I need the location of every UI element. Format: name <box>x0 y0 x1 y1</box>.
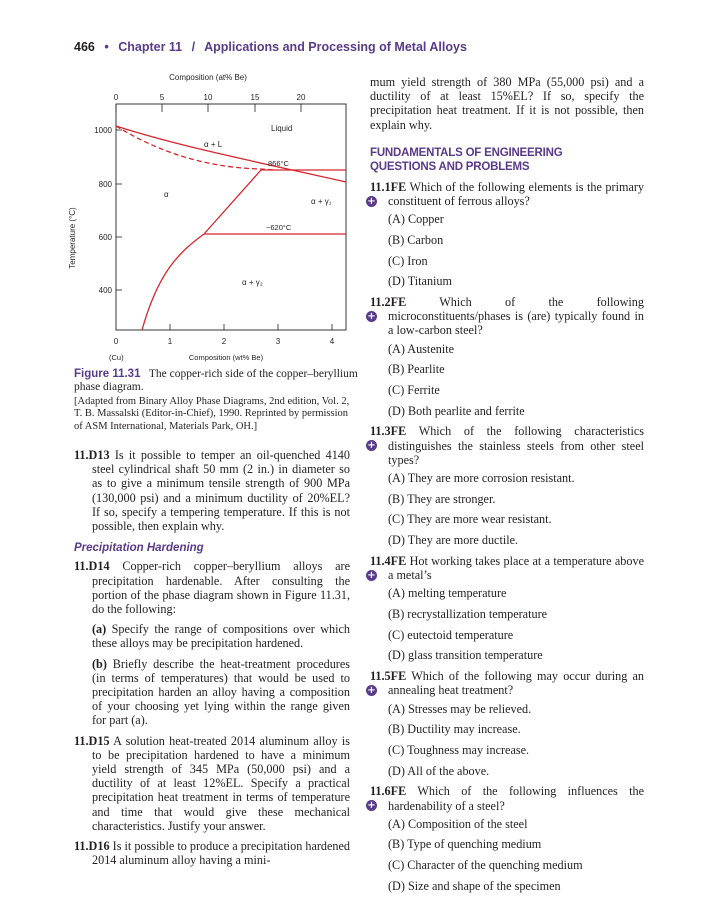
x-tick-marks <box>170 324 332 330</box>
header-separator: / <box>191 40 196 54</box>
question-text: Which of the following may occur during an annealing heat treatment? <box>388 669 645 698</box>
plus-icon: + <box>367 569 376 581</box>
plus-icon: + <box>367 440 376 452</box>
question-number: 11.6FE <box>370 784 407 799</box>
question-text: Which of the following characteristics distinguishes the stainless steels from other steel types? <box>388 424 644 467</box>
question-text: Which of the following influences the hardenability of a steel? <box>388 784 644 813</box>
x-tick-label: 3 <box>275 337 281 346</box>
answer-option: (A) melting temperature <box>388 586 507 601</box>
x-tick-label: 1 <box>167 337 173 346</box>
solvus-upper <box>204 170 261 234</box>
figure-caption <box>74 368 358 434</box>
top-tick-label: 10 <box>203 93 213 102</box>
y-tick-label: 400 <box>98 286 112 295</box>
region-alpha-gamma1: α + γ₁ <box>311 197 332 206</box>
y-tick-label: 600 <box>98 233 112 242</box>
answer-option: (C) They are more wear resistant. <box>388 512 552 527</box>
answer-option: (A) They are more corrosion resistant. <box>388 471 575 486</box>
x-axis-label: Composition (wt% Be) <box>188 353 264 362</box>
question-number: 11.4FE <box>370 553 407 568</box>
cu-label: (Cu) <box>109 353 124 362</box>
fe-question <box>367 424 644 467</box>
answer-option: (D) Titanium <box>388 274 452 289</box>
fe-question <box>367 553 644 583</box>
problem-d13: 11.D13 Is it possible to temper an oil-quenched 4140 steel cylindrical shaft 50 mm (2 in.) in diameter so as to give a minimum tensile strength of 900 MPa (130,000 psi) and a minimum ductility of 20%EL? If so, specify a tempering temperature. If this is not possible, then explain why. <box>74 448 350 534</box>
fe-questions <box>367 179 645 893</box>
problem-d14-part-a: (a) Specify the range of compositions over which these alloys may be precipitation hardened. <box>92 622 351 651</box>
fe-question <box>367 669 645 698</box>
top-tick-label: 20 <box>296 93 306 102</box>
plus-icon: + <box>367 685 376 697</box>
chapter-title: Applications and Processing of Metal Alloys <box>204 40 467 54</box>
answer-option: (C) Character of the quenching medium <box>388 858 583 873</box>
question-text: Hot working takes place at a temperature above a metal’s <box>388 553 644 583</box>
y-tick-label: 800 <box>98 180 112 189</box>
fe-heading: FUNDAMENTALS OF ENGINEERING QUESTIONS AND PROBLEMS <box>370 146 563 173</box>
plus-icon: + <box>367 195 376 207</box>
y-tick-label: 1000 <box>94 126 112 135</box>
question-number: 11.1FE <box>370 179 407 194</box>
x-tick-label: 0 <box>113 337 119 346</box>
answer-option: (C) Toughness may increase. <box>388 742 530 757</box>
answer-option: (D) They are more ductile. <box>388 533 519 548</box>
top-tick-label: 5 <box>159 93 165 102</box>
answer-option: (A) Stresses may be relieved. <box>388 701 532 716</box>
fe-question <box>367 179 645 209</box>
top-tick-marks <box>116 104 301 112</box>
answer-option: (B) They are stronger. <box>388 491 496 506</box>
problem-d15: 11.D15 A solution heat-treated 2014 aluminum alloy is to be precipitation hardened to have a minimum yield strength of 345 MPa (50,000 psi) and a ductility of at least 12%EL. Specify a practical precipitation heat treatment in terms of temperature and time that would give these mechanical characteristics. Justify your answer. <box>74 733 351 833</box>
x-tick-label: 2 <box>221 337 227 346</box>
answer-option: (B) Carbon <box>388 232 444 247</box>
problem-d14-part-b: (b) Briefly describe the heat-treatment procedures (in terms of temperatures) that would be used to precipitation harden an alloy having a composition of your choosing yet lying within the range given for part (a). <box>92 656 351 728</box>
plus-icon: + <box>367 800 376 812</box>
answer-option: (C) Iron <box>388 253 428 268</box>
question-number: 11.2FE <box>370 295 407 310</box>
problem-d14: 11.D14 Copper-rich copper–beryllium alloys are precipitation hardenable. After consulting the portion of the phase diagram shown in Figure 11.31, do the following: <box>74 559 350 617</box>
answer-option: (D) Both pearlite and ferrite <box>388 403 525 418</box>
figure-label: Figure 11.31 <box>74 368 141 380</box>
answer-option: (D) glass transition temperature <box>388 648 543 663</box>
fe-question <box>367 784 644 813</box>
phase-diagram <box>58 68 358 368</box>
top-tick-label: 0 <box>113 93 119 102</box>
answer-option: (D) Size and shape of the specimen <box>388 878 561 893</box>
question-number: 11.3FE <box>370 424 407 439</box>
top-tick-label: 15 <box>250 93 260 102</box>
label-866: 866°C <box>268 159 289 168</box>
label-620: ~620°C <box>266 223 292 232</box>
region-alpha-l: α + L <box>204 140 223 149</box>
y-axis-label: Temperature (°C) <box>68 207 77 269</box>
d16-continuation: mum yield strength of 380 MPa (55,000 psi) and a ductility of at least 15%EL? If so, specify the precipitation heat treatment. If it is not possible, then explain why. <box>370 75 644 132</box>
answer-option: (B) Ductility may increase. <box>388 722 521 737</box>
region-alpha: α <box>164 190 169 199</box>
page-header: 466 • Chapter 11 / Applications and Processing of Metal Alloys <box>74 40 467 54</box>
answer-option: (B) Type of quenching medium <box>388 837 542 852</box>
figure-caption-text: The copper-rich side of the copper–beryllium phase diagram. <box>74 368 358 394</box>
answer-option: (D) All of the above. <box>388 763 490 778</box>
section-heading: Precipitation Hardening <box>74 542 204 555</box>
answer-option: (C) eutectoid temperature <box>388 627 514 642</box>
region-alpha-gamma2: α + γ₂ <box>242 278 263 287</box>
answer-option: (C) Ferrite <box>388 383 440 398</box>
page-number: 466 <box>74 40 95 54</box>
x-tick-label: 4 <box>329 337 335 346</box>
left-column <box>74 448 350 873</box>
question-text: Which of the following elements is the primary constituent of ferrous alloys? <box>388 179 645 209</box>
answer-option: (A) Composition of the steel <box>388 816 528 831</box>
answer-option: (B) recrystallization temperature <box>388 606 548 621</box>
question-text: Which of the following microconstituents/phases is (are) typically found in a low-carbon steel? <box>388 295 644 338</box>
answer-option: (A) Austenite <box>388 341 455 356</box>
answer-option: (B) Pearlite <box>388 362 445 377</box>
fe-question <box>367 295 644 338</box>
liquidus-line <box>116 126 346 182</box>
question-number: 11.5FE <box>370 669 407 684</box>
plus-icon: + <box>367 311 376 323</box>
chapter-label: Chapter 11 <box>118 40 183 54</box>
figure-source: [Adapted from Binary Alloy Phase Diagrams, 2nd edition, Vol. 2, T. B. Massalski (Editor-in-Chief), 1990. Reprinted by permission of ASM International, Materials Park, OH.] <box>74 395 350 432</box>
answer-option: (A) Copper <box>388 212 444 227</box>
solvus-lower <box>142 234 204 330</box>
region-liquid: Liquid <box>271 124 293 133</box>
problem-d16: 11.D16 Is it possible to produce a precipitation hardened 2014 aluminum alloy having a mini- <box>74 839 351 868</box>
top-axis-label: Composition (at% Be) <box>169 73 247 82</box>
y-tick-marks <box>116 130 122 290</box>
plot-frame <box>116 104 346 330</box>
right-column <box>367 75 645 900</box>
